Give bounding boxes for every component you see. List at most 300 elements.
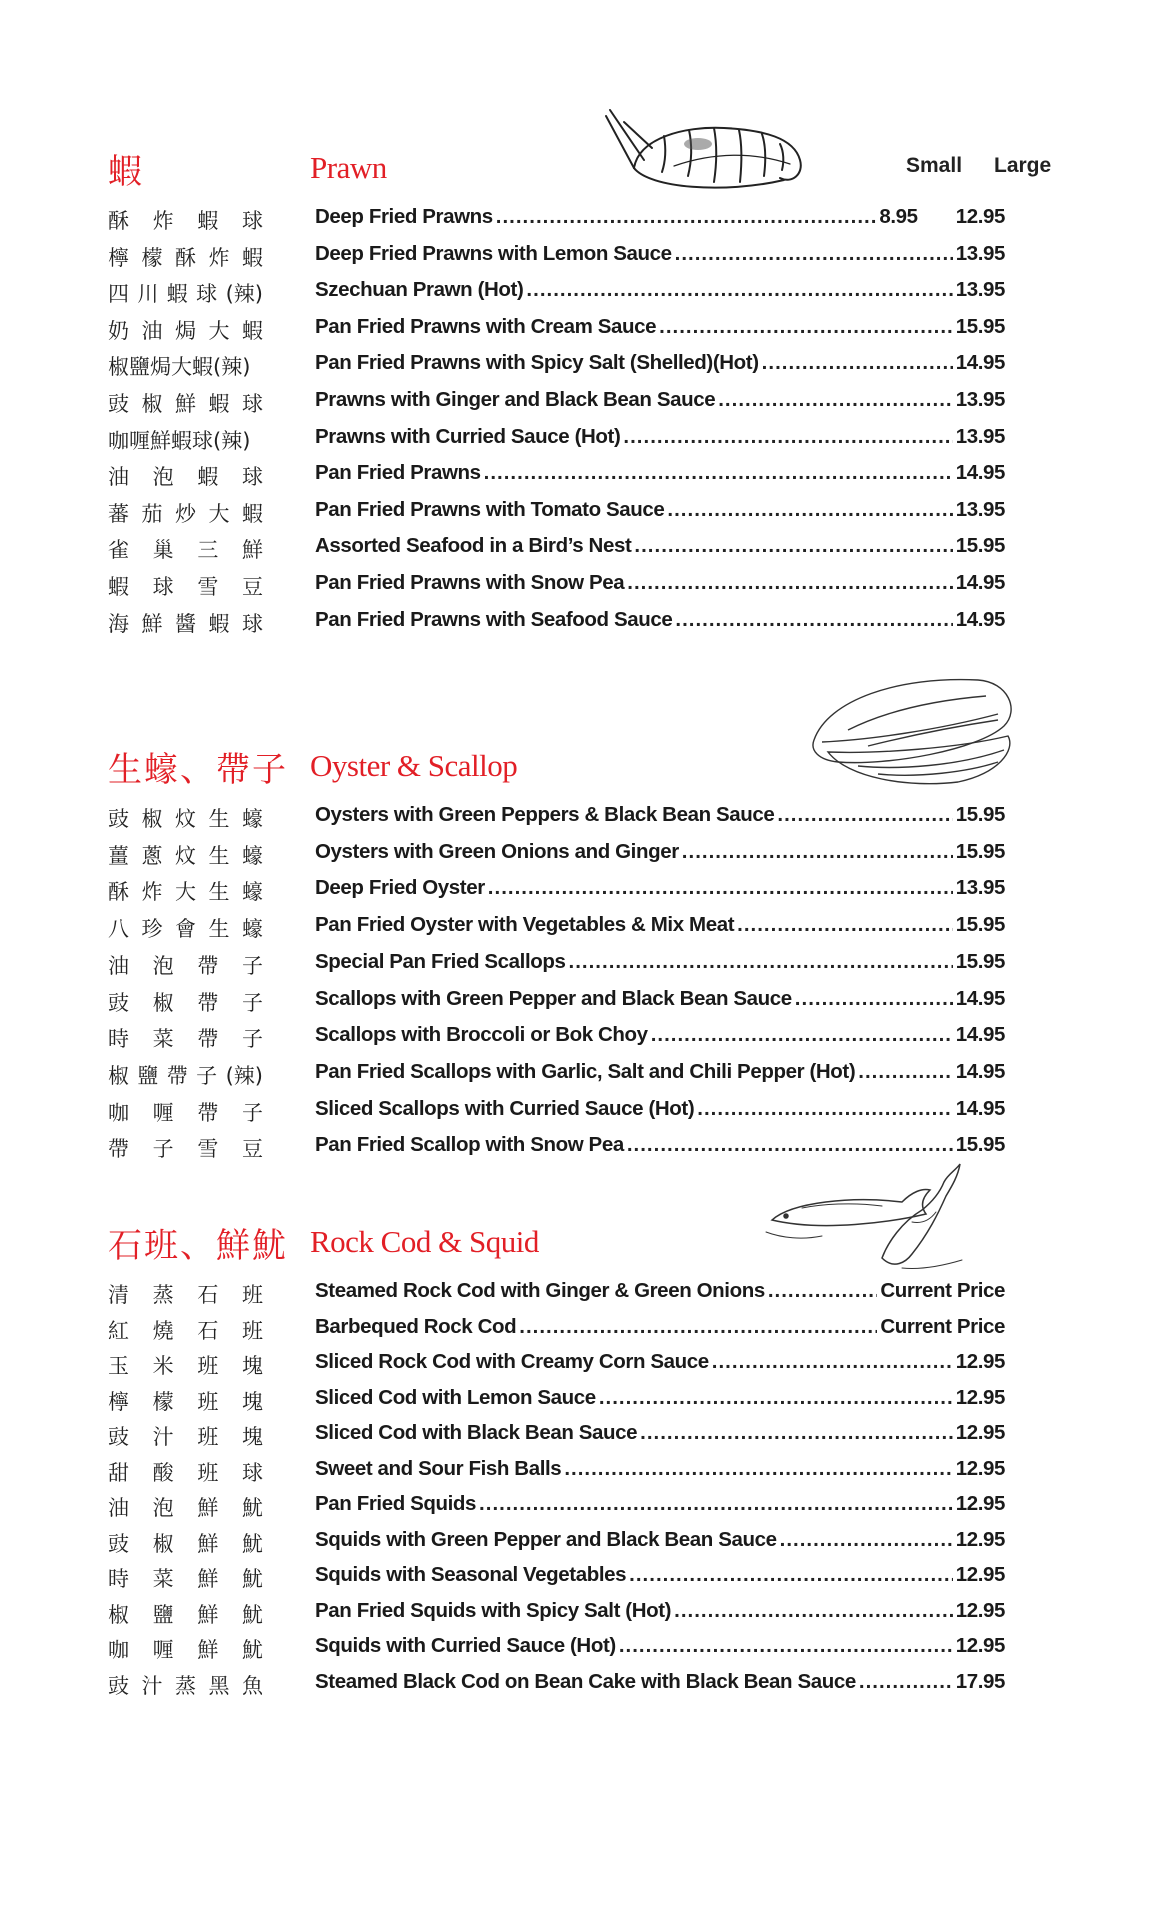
menu-item-chinese-name <box>108 534 263 564</box>
menu-item-line <box>315 950 1005 974</box>
chinese-char: 帶 <box>197 953 219 978</box>
dot-leader <box>627 1133 953 1157</box>
price: 13.95 <box>955 424 1005 448</box>
chinese-char: 生 <box>208 880 230 905</box>
chinese-char: 生 <box>208 843 230 868</box>
chinese-char: 喱 <box>152 1100 174 1125</box>
menu-item-english-name: Pan Fried Prawns with Spicy Salt (Shelled)(Hot) <box>315 351 759 375</box>
chinese-char: 帶 <box>197 1100 219 1125</box>
chinese-char: 球 <box>152 575 174 599</box>
menu-item-chinese-name <box>108 1279 263 1309</box>
price: 13.95 <box>955 388 1005 411</box>
chinese-char: 菜 <box>152 1027 174 1052</box>
chinese-char: 檸 <box>108 1389 129 1414</box>
chinese-char: 豆 <box>241 1137 263 1162</box>
chinese-char: 菜 <box>152 1567 174 1591</box>
chinese-char: 球 <box>241 1460 263 1485</box>
chinese-char: 鹽 <box>152 1602 174 1627</box>
chinese-char: 塊 <box>241 1354 263 1378</box>
chinese-char: 檸 <box>108 245 129 270</box>
menu-item-english-name: Pan Fried Scallop with Snow Pea <box>315 1133 624 1157</box>
chinese-char: 班 <box>197 1389 219 1414</box>
menu-item <box>0 1416 1166 1452</box>
menu-item-chinese-name <box>108 1421 263 1451</box>
price: 14.95 <box>955 571 1005 594</box>
menu-item-chinese-name <box>108 950 263 980</box>
chinese-char: 魷 <box>241 1602 263 1627</box>
chinese-char: 雪 <box>197 1137 219 1162</box>
section-title-zh: 蝦 <box>108 152 144 192</box>
price: 15.95 <box>955 913 1005 937</box>
price: 17.95 <box>955 1669 1005 1693</box>
dot-leader <box>675 608 952 632</box>
menu-item-english-name: Special Pan Fried Scallops <box>315 949 566 973</box>
chinese-char: 蝦 <box>242 501 263 526</box>
menu-item-english-name: Prawns with Curried Sauce (Hot) <box>315 424 621 448</box>
chinese-char: 鮮 <box>175 392 196 416</box>
menu-item-line <box>315 1528 1005 1552</box>
section-title-en: Prawn <box>310 150 387 185</box>
chinese-char: 咖喱鮮蝦球(辣) <box>108 428 251 453</box>
dot-leader <box>619 1634 953 1658</box>
menu-item <box>0 1092 1166 1128</box>
chinese-char: 鮮 <box>197 1496 219 1520</box>
chinese-char: 蝦 <box>197 465 219 490</box>
dot-leader <box>627 571 952 595</box>
chinese-char: 油 <box>108 1496 129 1520</box>
dot-leader <box>777 803 952 827</box>
menu-item-line <box>315 498 1005 522</box>
chinese-char: 子 <box>241 1027 263 1052</box>
price: 14.95 <box>955 351 1005 375</box>
dot-leader <box>674 1599 953 1623</box>
price: 14.95 <box>955 607 1005 631</box>
menu-item-english-name: Prawns with Ginger and Black Bean Sauce <box>315 388 716 411</box>
chinese-char: 雪 <box>197 575 219 599</box>
chinese-char: 蝦 <box>208 392 230 416</box>
chinese-char: 醬 <box>175 611 196 636</box>
chinese-char: 油 <box>141 318 163 343</box>
chinese-char: 班 <box>241 1318 263 1343</box>
chinese-char: 椒鹽焗大蝦(辣) <box>108 355 251 380</box>
chinese-char: 蝦 <box>108 575 129 599</box>
menu-item-line <box>315 1386 1005 1410</box>
fish-illustration <box>762 1162 974 1278</box>
section-title-zh: 生蠔、帶子 <box>108 750 288 790</box>
price: 13.95 <box>955 278 1005 302</box>
dot-leader <box>634 534 952 558</box>
chinese-char: 泡 <box>152 1496 174 1520</box>
menu-item-english-name: Pan Fried Squids <box>315 1492 477 1515</box>
menu-item-line <box>315 1457 1005 1481</box>
menu-item-line <box>315 1315 1005 1339</box>
menu-item-chinese-name <box>108 1386 263 1416</box>
menu-item-english-name: Deep Fried Oyster <box>315 876 485 900</box>
menu-item <box>0 1558 1166 1594</box>
chinese-char: 喱 <box>152 1638 174 1662</box>
menu-item-line <box>315 388 1005 412</box>
menu-item <box>0 1018 1166 1054</box>
menu-item-line <box>315 1060 1005 1084</box>
chinese-char: 珍 <box>141 917 163 942</box>
menu-item-english-name: Sliced Scallops with Curried Sauce (Hot) <box>315 1096 695 1120</box>
dot-leader <box>718 388 952 412</box>
chinese-char: 班 <box>197 1425 219 1449</box>
menu-item-line <box>315 461 1005 485</box>
menu-item-chinese-name <box>108 1634 263 1664</box>
menu-item-english-name: Squids with Green Pepper and Black Bean Sauce <box>315 1527 777 1551</box>
price: 12.95 <box>955 1492 1005 1515</box>
chinese-char: 炸 <box>141 880 163 905</box>
menu-item-line <box>315 913 1005 937</box>
dot-leader <box>651 1023 953 1047</box>
chinese-char: 檬 <box>141 245 163 270</box>
menu-item <box>0 346 1166 382</box>
chinese-char: 椒 <box>108 1602 129 1627</box>
chinese-char: 鹽 <box>137 1063 159 1088</box>
menu-item <box>0 1381 1166 1417</box>
chinese-char: 魷 <box>241 1531 263 1556</box>
chinese-char: 黑 <box>208 1673 230 1698</box>
menu-item-chinese-name <box>108 1060 263 1090</box>
chinese-char: 蠔 <box>242 843 263 868</box>
menu-item <box>0 383 1166 419</box>
dot-leader <box>858 1060 952 1084</box>
chinese-char: 球 <box>242 392 263 416</box>
dot-leader <box>569 950 953 974</box>
chinese-char: (辣) <box>225 1063 263 1088</box>
menu-item-english-name: Pan Fried Prawns with Tomato Sauce <box>315 497 665 521</box>
menu-item <box>0 200 1166 236</box>
menu-item-chinese-name <box>108 388 263 418</box>
chinese-char: 魷 <box>241 1638 263 1662</box>
price: 15.95 <box>955 949 1005 973</box>
menu-item <box>0 1487 1166 1523</box>
chinese-char: 豆 <box>241 575 263 599</box>
chinese-char: 蒸 <box>175 1673 196 1698</box>
dot-leader <box>737 913 953 937</box>
chinese-char: 炸 <box>152 209 174 233</box>
section-title-en: Oyster & Scallop <box>310 748 518 783</box>
menu-item-chinese-name <box>108 351 263 381</box>
price: 15.95 <box>955 839 1005 863</box>
menu-item-english-name: Pan Fried Squids with Spicy Salt (Hot) <box>315 1598 672 1622</box>
chinese-char: 奶 <box>108 318 129 343</box>
menu-item-chinese-name <box>108 498 263 528</box>
menu-item-chinese-name <box>108 803 263 833</box>
menu-item-english-name: Oysters with Green Peppers & Black Bean Sauce <box>315 803 775 826</box>
chinese-char: 鮮 <box>197 1638 219 1662</box>
price: 12.95 <box>955 1598 1005 1622</box>
chinese-char: 海 <box>108 611 129 636</box>
chinese-char: 班 <box>197 1460 219 1485</box>
chinese-char: 炆 <box>175 843 196 868</box>
menu-item-english-name: Pan Fried Prawns with Snow Pea <box>315 571 625 594</box>
menu-item-line <box>315 315 1005 339</box>
chinese-char: 三 <box>197 538 219 563</box>
dot-leader <box>859 1670 953 1694</box>
menu-item-chinese-name <box>108 913 263 943</box>
chinese-char: 子 <box>196 1063 218 1088</box>
chinese-char: 鮮 <box>141 611 163 636</box>
menu-item-chinese-name <box>108 205 263 235</box>
chinese-char: 玉 <box>108 1354 129 1378</box>
chinese-char: 燒 <box>152 1318 174 1343</box>
chinese-char: 班 <box>197 1354 219 1378</box>
menu-item-chinese-name <box>108 1670 263 1700</box>
dot-leader <box>488 876 953 900</box>
chinese-char: 蝦 <box>208 611 230 636</box>
chinese-char: 時 <box>108 1027 129 1052</box>
menu-item-chinese-name <box>108 876 263 906</box>
menu-item <box>0 1665 1166 1701</box>
price: 12.95 <box>955 1634 1005 1657</box>
chinese-char: 豉 <box>108 1531 129 1556</box>
menu-item-line <box>315 351 1005 375</box>
price: 15.95 <box>955 534 1005 558</box>
chinese-char: 蔥 <box>141 843 163 868</box>
chinese-char: 球 <box>196 282 218 307</box>
chinese-char: 炒 <box>175 501 196 526</box>
chinese-char: 生 <box>208 807 230 831</box>
menu-item-line <box>315 1563 1005 1587</box>
menu-item-chinese-name <box>108 242 263 272</box>
menu-item <box>0 273 1166 309</box>
menu-item-english-name: Pan Fried Prawns with Cream Sauce <box>315 314 657 338</box>
chinese-char: 鮮 <box>197 1567 219 1591</box>
menu-item <box>0 798 1166 834</box>
menu-item-chinese-name <box>108 1350 263 1380</box>
dot-leader <box>519 1315 877 1339</box>
menu-item-chinese-name <box>108 1097 263 1127</box>
chinese-char: 帶 <box>166 1063 188 1088</box>
menu-item-line <box>315 571 1005 595</box>
dot-leader <box>780 1528 953 1552</box>
chinese-char: 鮮 <box>197 1602 219 1627</box>
price: 14.95 <box>955 461 1005 485</box>
menu-item-line <box>315 987 1005 1011</box>
menu-item-chinese-name <box>108 987 263 1017</box>
menu-item-line <box>315 1421 1005 1445</box>
chinese-char: 大 <box>208 318 230 343</box>
price: 14.95 <box>955 1023 1005 1047</box>
chinese-char: 檬 <box>152 1389 174 1414</box>
menu-item-chinese-name <box>108 1492 263 1522</box>
menu-item-chinese-name <box>108 571 263 601</box>
menu-item-english-name: Pan Fried Prawns with Seafood Sauce <box>315 607 673 631</box>
chinese-char: 蒸 <box>152 1283 174 1307</box>
chinese-char: 酸 <box>152 1460 174 1485</box>
menu-item-line <box>315 425 1005 449</box>
chinese-char: 巢 <box>152 538 174 563</box>
menu-item-chinese-name <box>108 840 263 870</box>
menu-item-english-name: Scallops with Green Pepper and Black Bean Sauce <box>315 986 792 1010</box>
price: 13.95 <box>955 876 1005 900</box>
price: 15.95 <box>955 803 1005 826</box>
menu-item-english-name: Deep Fried Prawns <box>315 205 493 228</box>
menu-item-line <box>315 1670 1005 1694</box>
chinese-char: 焗 <box>175 318 196 343</box>
chinese-char: 球 <box>241 209 263 233</box>
chinese-char: 豉 <box>108 807 129 831</box>
dot-leader <box>629 1563 953 1587</box>
menu-item-line <box>315 242 1005 266</box>
price: 14.95 <box>955 986 1005 1010</box>
chinese-char: 酥 <box>108 209 129 233</box>
chinese-char: 椒 <box>108 1063 129 1088</box>
chinese-char: 泡 <box>152 953 174 978</box>
chinese-char: 汁 <box>152 1425 174 1449</box>
chinese-char: 塊 <box>241 1389 263 1414</box>
menu-item-english-name: Oysters with Green Onions and Ginger <box>315 839 679 863</box>
menu-item <box>0 603 1166 639</box>
chinese-char: 油 <box>108 953 129 978</box>
chinese-char: 酥 <box>175 245 196 270</box>
menu-item <box>0 237 1166 273</box>
menu-item-line <box>315 1350 1005 1374</box>
price: 12.95 <box>955 1527 1005 1551</box>
menu-item <box>0 1594 1166 1630</box>
price: 14.95 <box>955 1059 1005 1083</box>
chinese-char: 酥 <box>108 880 129 905</box>
dot-leader <box>675 242 953 266</box>
menu-item-chinese-name <box>108 315 263 345</box>
menu-item-line <box>315 1133 1005 1157</box>
menu-item <box>0 871 1166 907</box>
chinese-char: 豉 <box>108 1673 129 1698</box>
menu-item-english-name: Sweet and Sour Fish Balls <box>315 1456 562 1480</box>
menu-item <box>0 493 1166 529</box>
dot-leader <box>496 205 877 229</box>
chinese-char: (辣) <box>225 282 263 307</box>
menu-item <box>0 456 1166 492</box>
chinese-char: 蠔 <box>242 807 263 831</box>
chinese-char: 咖 <box>108 1100 129 1125</box>
chinese-char: 豉 <box>108 990 129 1015</box>
small-price: 8.95 <box>879 205 918 228</box>
price: 12.95 <box>955 1385 1005 1409</box>
menu-item-chinese-name <box>108 608 263 638</box>
prawn-illustration <box>604 108 810 196</box>
menu-item <box>0 420 1166 456</box>
menu-item-chinese-name <box>108 1528 263 1558</box>
menu-item <box>0 1523 1166 1559</box>
menu-item-chinese-name <box>108 1023 263 1053</box>
chinese-char: 蕃 <box>108 501 129 526</box>
menu-item-line <box>315 840 1005 864</box>
dot-leader <box>712 1350 953 1374</box>
small-column-header: Small <box>906 154 963 177</box>
menu-item-english-name: Pan Fried Scallops with Garlic, Salt and Chili Pepper (Hot) <box>315 1059 856 1083</box>
chinese-char: 子 <box>152 1137 174 1162</box>
dot-leader <box>599 1386 953 1410</box>
menu-item <box>0 1274 1166 1310</box>
chinese-char: 石 <box>197 1318 219 1343</box>
chinese-char: 八 <box>108 917 129 942</box>
menu-item-line <box>315 1097 1005 1121</box>
menu-item <box>0 566 1166 602</box>
menu-item-chinese-name <box>108 461 263 491</box>
menu-item-line <box>315 1492 1005 1516</box>
menu-item-chinese-name <box>108 1457 263 1487</box>
chinese-char: 蝦 <box>242 245 263 270</box>
menu-item-chinese-name <box>108 278 263 308</box>
chinese-char: 鮮 <box>241 538 263 563</box>
menu-item-line <box>315 1023 1005 1047</box>
menu-item <box>0 908 1166 944</box>
dot-leader <box>623 425 952 449</box>
chinese-char: 椒 <box>152 990 174 1015</box>
menu-item-line <box>315 876 1005 900</box>
price: 12.95 <box>955 1421 1005 1444</box>
menu-item <box>0 1310 1166 1346</box>
price: 12.95 <box>955 1563 1005 1586</box>
menu-item <box>0 1345 1166 1381</box>
price: 14.95 <box>955 1096 1005 1120</box>
chinese-char: 塊 <box>241 1425 263 1449</box>
menu-item-english-name: Assorted Seafood in a Bird’s Nest <box>315 534 632 558</box>
menu-item <box>0 1055 1166 1091</box>
chinese-char: 魷 <box>241 1496 263 1520</box>
chinese-char: 油 <box>108 465 129 490</box>
price: Current Price <box>880 1314 1005 1338</box>
dot-leader <box>667 498 952 522</box>
menu-item-line <box>315 1634 1005 1658</box>
menu-item-line <box>315 803 1005 827</box>
chinese-char: 紅 <box>108 1318 129 1343</box>
chinese-char: 甜 <box>108 1460 129 1485</box>
menu-item-chinese-name <box>108 1315 263 1345</box>
menu-item-line <box>315 205 1005 229</box>
menu-item-chinese-name <box>108 1599 263 1629</box>
menu-item-english-name: Sliced Cod with Lemon Sauce <box>315 1385 596 1409</box>
price: Current Price <box>880 1279 1005 1302</box>
chinese-char: 鮮 <box>197 1531 219 1556</box>
menu-item <box>0 982 1166 1018</box>
menu-item-english-name: Scallops with Broccoli or Bok Choy <box>315 1023 648 1047</box>
menu-item <box>0 835 1166 871</box>
chinese-char: 炸 <box>208 245 230 270</box>
menu-item-line <box>315 1599 1005 1623</box>
price: 15.95 <box>955 1133 1005 1157</box>
price: 15.95 <box>955 314 1005 338</box>
large-column-header: Large <box>994 154 1052 177</box>
chinese-char: 雀 <box>108 538 129 563</box>
menu-item-english-name: Pan Fried Oyster with Vegetables & Mix Meat <box>315 913 735 937</box>
chinese-char: 子 <box>241 990 263 1015</box>
chinese-char: 魚 <box>242 1673 263 1698</box>
chinese-char: 大 <box>208 501 230 526</box>
menu-item <box>0 1128 1166 1164</box>
menu-item <box>0 1452 1166 1488</box>
chinese-char: 泡 <box>152 465 174 490</box>
menu-item-english-name: Deep Fried Prawns with Lemon Sauce <box>315 241 672 265</box>
section-title-en: Rock Cod & Squid <box>310 1224 539 1259</box>
menu-item-english-name: Szechuan Prawn (Hot) <box>315 278 524 302</box>
chinese-char: 椒 <box>152 1531 174 1556</box>
chinese-char: 川 <box>137 282 159 307</box>
menu-item-english-name: Pan Fried Prawns <box>315 461 481 485</box>
chinese-char: 石 <box>197 1283 219 1307</box>
chinese-char: 汁 <box>141 1673 163 1698</box>
menu-item-line <box>315 534 1005 558</box>
chinese-char: 椒 <box>141 807 163 831</box>
chinese-char: 帶 <box>197 1027 219 1052</box>
chinese-char: 茄 <box>141 501 163 526</box>
menu-item <box>0 310 1166 346</box>
chinese-char: 椒 <box>141 392 163 416</box>
dot-leader <box>479 1492 953 1516</box>
